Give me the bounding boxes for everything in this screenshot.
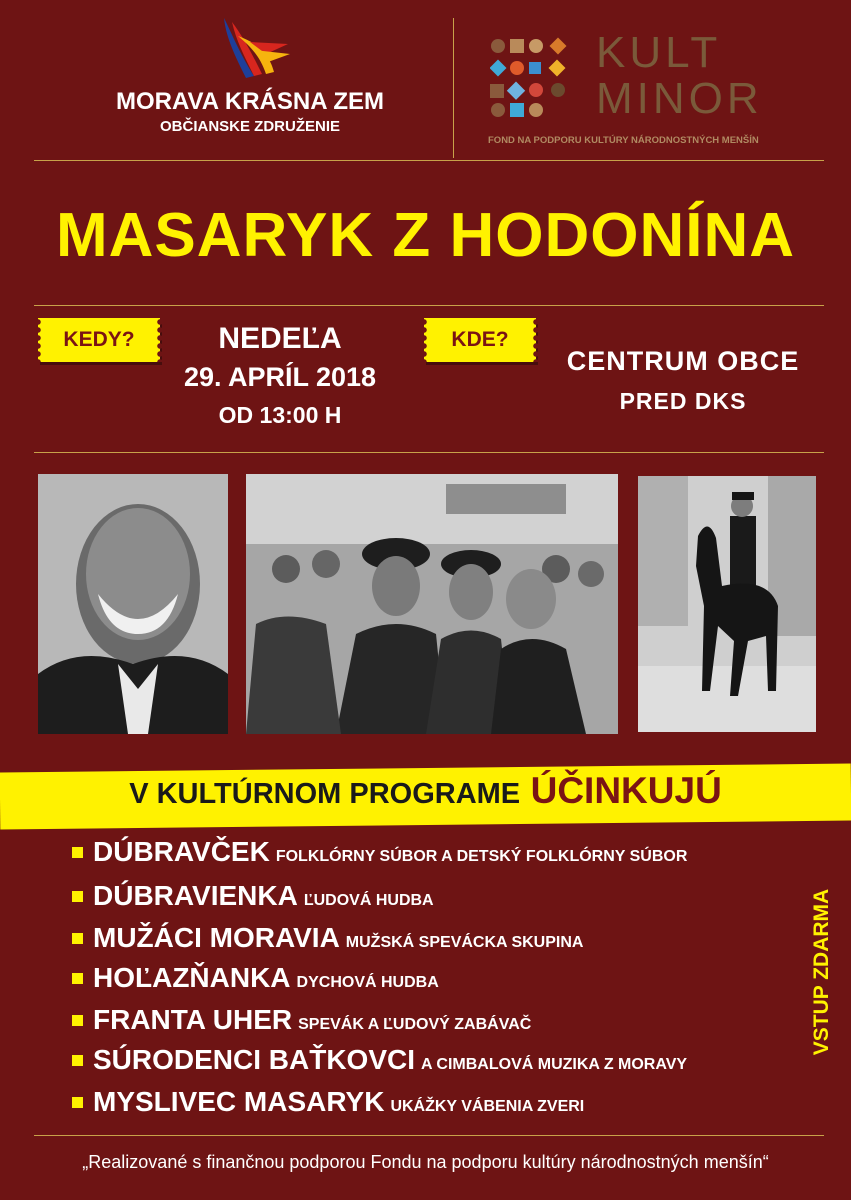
kultminor-mosaic-icon [490, 36, 580, 120]
entry-free: VSTUP ZDARMA [810, 888, 833, 1056]
performer-name: SÚRODENCI BAŤKOVCI [93, 1044, 416, 1075]
bullet-icon [72, 1097, 83, 1108]
when-day: NEDEĽA [218, 322, 342, 355]
performer-item [72, 880, 434, 912]
bullet-icon [72, 1015, 83, 1026]
photo-horse [638, 476, 816, 732]
performer-name: FRANTA UHER [93, 1004, 293, 1035]
when-label: KEDY? [38, 318, 160, 362]
left-org-name: MORAVA KRÁSNA ZEM [116, 88, 384, 115]
performer-name: DÚBRAVČEK [93, 836, 270, 867]
divider-title [34, 305, 824, 306]
left-org-sub: OBČIANSKE ZDRUŽENIE [159, 118, 340, 135]
when-date: 29. APRÍL 2018 [183, 362, 377, 392]
when-time: OD 13:00 H [218, 402, 342, 428]
performer-item [72, 1004, 531, 1036]
performer-item [72, 1044, 687, 1076]
right-org-sub: FOND NA PODPORU KULTÚRY NÁRODNOSTNÝCH MENŠÍN [488, 135, 759, 146]
header-divider [453, 18, 454, 158]
where-line2: PRED DKS [619, 388, 747, 414]
divider-top [34, 160, 824, 161]
performer-item [72, 962, 439, 994]
where-line1: CENTRUM OBCE [566, 346, 800, 376]
performer-desc: MUŽSKÁ SPEVÁCKA SKUPINA [345, 934, 584, 951]
bullet-icon [72, 847, 83, 858]
photo-portrait [38, 474, 228, 734]
bullet-icon [72, 891, 83, 902]
performer-desc: SPEVÁK A ĽUDOVÝ ZABÁVAČ [298, 1016, 532, 1033]
performer-item [72, 1086, 584, 1118]
performer-item [72, 922, 583, 954]
performer-desc: DYCHOVÁ HUDBA [296, 974, 439, 991]
divider-bottom [34, 1135, 824, 1136]
performer-name: HOĽAZŇANKA [93, 962, 291, 993]
kultminor-line2: MINOR [596, 74, 763, 123]
program-heading-main: V KULTÚRNOM PROGRAME [129, 778, 521, 810]
performer-desc: A CIMBALOVÁ MUZIKA Z MORAVY [421, 1056, 688, 1073]
where-label: KDE? [424, 318, 536, 362]
bullet-icon [72, 973, 83, 984]
bullet-icon [72, 1055, 83, 1066]
program-heading [0, 770, 851, 812]
performer-desc: ĽUDOVÁ HUDBA [303, 892, 434, 909]
performer-desc: FOLKLÓRNY SÚBOR A DETSKÝ FOLKLÓRNY SÚBOR [275, 848, 688, 865]
footer-note: „Realizované s finančnou podporou Fondu na podporu kultúry národnostných menšín“ [82, 1152, 769, 1172]
photo-crowd [246, 474, 618, 734]
performer-item [72, 836, 687, 868]
bullet-icon [72, 933, 83, 944]
performer-desc: UKÁŽKY VÁBENIA ZVERI [390, 1098, 585, 1115]
performer-name: MYSLIVEC MASARYK [93, 1086, 385, 1117]
program-heading-emph: ÚČINKUJÚ [530, 770, 722, 811]
morava-logo [210, 14, 300, 84]
performer-name: DÚBRAVIENKA [93, 880, 298, 911]
kultminor-line1: KULT [596, 28, 722, 77]
performer-name: MUŽÁCI MORAVIA [93, 922, 340, 953]
page-title: MASARYK Z HODONÍNA [55, 201, 796, 270]
divider-info [34, 452, 824, 453]
